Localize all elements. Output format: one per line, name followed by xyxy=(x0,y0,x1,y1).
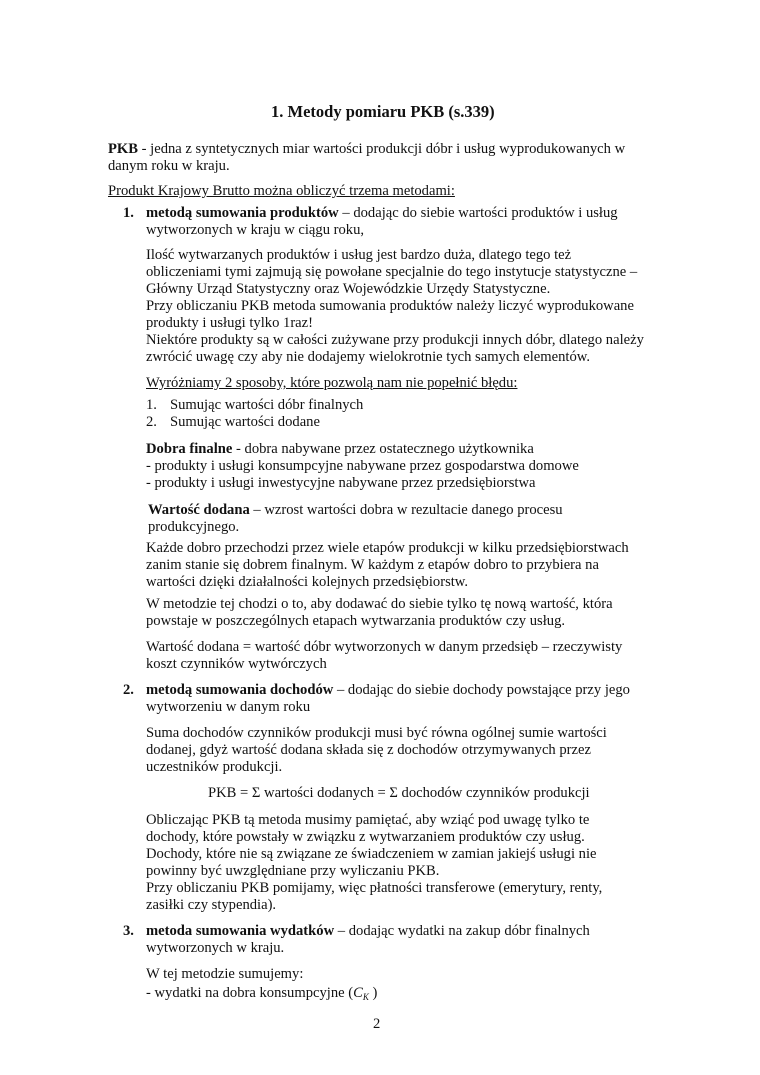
method-2-line1 xyxy=(146,682,630,699)
paragraph-line: obliczeniami tymi zajmują się powołane specjalnie do tego instytucje statystyczne – xyxy=(146,264,638,280)
method-1-term: metodą sumowania produktów xyxy=(146,205,339,221)
paragraph-line xyxy=(146,985,377,1006)
paragraph-line: Każde dobro przechodzi przez wiele etapów produkcji w kilku przedsiębiorstwach xyxy=(146,540,629,556)
paragraph-line: Niektóre produkty są w całości zużywane przy produkcji innych dóbr, dlatego należy xyxy=(146,332,644,348)
paragraph-line: dodanej, gdyż wartość dodana składa się z dochodów otrzymywanych przez xyxy=(146,742,591,758)
paragraph-line: uczestników produkcji. xyxy=(146,759,283,775)
paragraph-line: Przy obliczaniu PKB pomijamy, więc płatności transferowe (emerytury, renty, xyxy=(146,880,603,896)
paragraph-line: dochody, które powstały w związku z wytwarzaniem produktów czy usług. xyxy=(146,829,585,845)
paragraph-line: powinny być uwzględniane przy wyliczaniu PKB. xyxy=(146,863,440,879)
dobra-finalne-term: Dobra finalne xyxy=(146,441,233,457)
methods-intro: Produkt Krajowy Brutto można obliczyć trzema metodami: xyxy=(108,183,455,199)
wartosc-dodana-line1 xyxy=(148,502,563,519)
paragraph-line: Wartość dodana = wartość dóbr wytworzonych w danym przedsięb – rzeczywisty xyxy=(146,639,623,655)
dobra-finalne-text: - dobra nabywane przez ostatecznego użytkownika xyxy=(232,441,534,457)
paragraph-line: zanim stanie się dobrem finalnym. W każdym z etapów dobro to przybiera na xyxy=(146,557,599,573)
page-number: 2 xyxy=(373,1016,381,1032)
paragraph-line: produkty i usługi tylko 1raz! xyxy=(146,315,313,331)
method-3-line2: wytworzonych w kraju. xyxy=(146,940,285,956)
method-3-term: metoda sumowania wydatków xyxy=(146,923,335,939)
method-3-line1 xyxy=(146,923,590,940)
method-1-text: – dodając do siebie wartości produktów i usług xyxy=(338,205,618,221)
wartosc-dodana-term: Wartość dodana xyxy=(148,502,250,518)
pkb-term: PKB xyxy=(108,141,138,157)
paragraph-line: wartości dzięki działalności kolejnych przedsiębiorstw. xyxy=(146,574,469,590)
dobra-finalne-line1 xyxy=(146,441,534,458)
paragraph-line: Dochody, które nie są związane ze świadczeniem w zamian jakiejś usługi nie xyxy=(146,846,597,862)
method-2-line2: wytworzeniu w danym roku xyxy=(146,699,311,715)
method-1-line1 xyxy=(146,205,618,222)
paragraph-line: Ilość wytwarzanych produktów i usług jest bardzo duża, dlatego tego też xyxy=(146,247,572,263)
dobra-finalne-line3: - produkty i usługi inwestycyjne nabywane przez przedsiębiorstwa xyxy=(146,475,536,491)
method-2-text: – dodając do siebie dochody powstające przy jego xyxy=(333,682,630,698)
method-1-number: 1. xyxy=(123,205,134,221)
pkb-formula: PKB = Σ wartości dodanych = Σ dochodów czynników produkcji xyxy=(208,785,590,801)
method-2-term: metodą sumowania dochodów xyxy=(146,682,334,698)
list-item: Sumując wartości dodane xyxy=(170,414,320,430)
paragraph-line: zwrócić uwagę czy aby nie dodajemy wielokrotnie tych samych elementów. xyxy=(146,349,590,365)
wartosc-dodana-text: – wzrost wartości dobra w rezultacie danego procesu xyxy=(249,502,563,518)
method-2-number: 2. xyxy=(123,682,134,698)
pkb-definition-text: - jedna z syntetycznych miar wartości produkcji dóbr i usług wyprodukowanych w xyxy=(138,141,626,157)
paragraph-line: W metodzie tej chodzi o to, aby dodawać do siebie tylko tę nową wartość, która xyxy=(146,596,613,612)
paragraph-line: zasiłki czy stypendia). xyxy=(146,897,277,913)
wartosc-dodana-line2: produkcyjnego. xyxy=(148,519,240,535)
paragraph-line: Główny Urząd Statystyczny oraz Wojewódzkie Urzędy Statystyczne. xyxy=(146,281,551,297)
consumption-close: ) xyxy=(368,985,378,1001)
paragraph-line: Obliczając PKB tą metoda musimy pamiętać, aby wziąć pod uwagę tylko te xyxy=(146,812,590,828)
page-title: 1. Metody pomiaru PKB (s.339) xyxy=(271,102,495,121)
paragraph-line: W tej metodzie sumujemy: xyxy=(146,966,304,982)
method-3-number: 3. xyxy=(123,923,134,939)
ways-intro: Wyróżniamy 2 sposoby, które pozwolą nam nie popełnić błędu: xyxy=(146,375,518,391)
paragraph-line: powstaje w poszczególnych etapach wytwarzania produktów czy usług. xyxy=(146,613,566,629)
consumption-symbol: C xyxy=(353,985,363,1001)
method-1-line2: wytworzonych w kraju w ciągu roku, xyxy=(146,222,365,238)
consumption-subscript: K xyxy=(362,992,369,1002)
paragraph-line: Przy obliczaniu PKB metoda sumowania produktów należy liczyć wyprodukowane xyxy=(146,298,634,314)
list-item-number: 1. xyxy=(146,397,157,413)
pkb-definition-line2: danym roku w kraju. xyxy=(108,158,230,174)
consumption-text: - wydatki na dobra konsumpcyjne ( xyxy=(146,985,354,1001)
list-item: Sumując wartości dóbr finalnych xyxy=(170,397,364,413)
paragraph-line: koszt czynników wytwórczych xyxy=(146,656,327,672)
paragraph-line: Suma dochodów czynników produkcji musi być równa ogólnej sumie wartości xyxy=(146,725,607,741)
dobra-finalne-line2: - produkty i usługi konsumpcyjne nabywane przez gospodarstwa domowe xyxy=(146,458,579,474)
method-3-text: – dodając wydatki na zakup dóbr finalnych xyxy=(334,923,590,939)
list-item-number: 2. xyxy=(146,414,157,430)
pkb-definition-line1 xyxy=(108,141,625,158)
